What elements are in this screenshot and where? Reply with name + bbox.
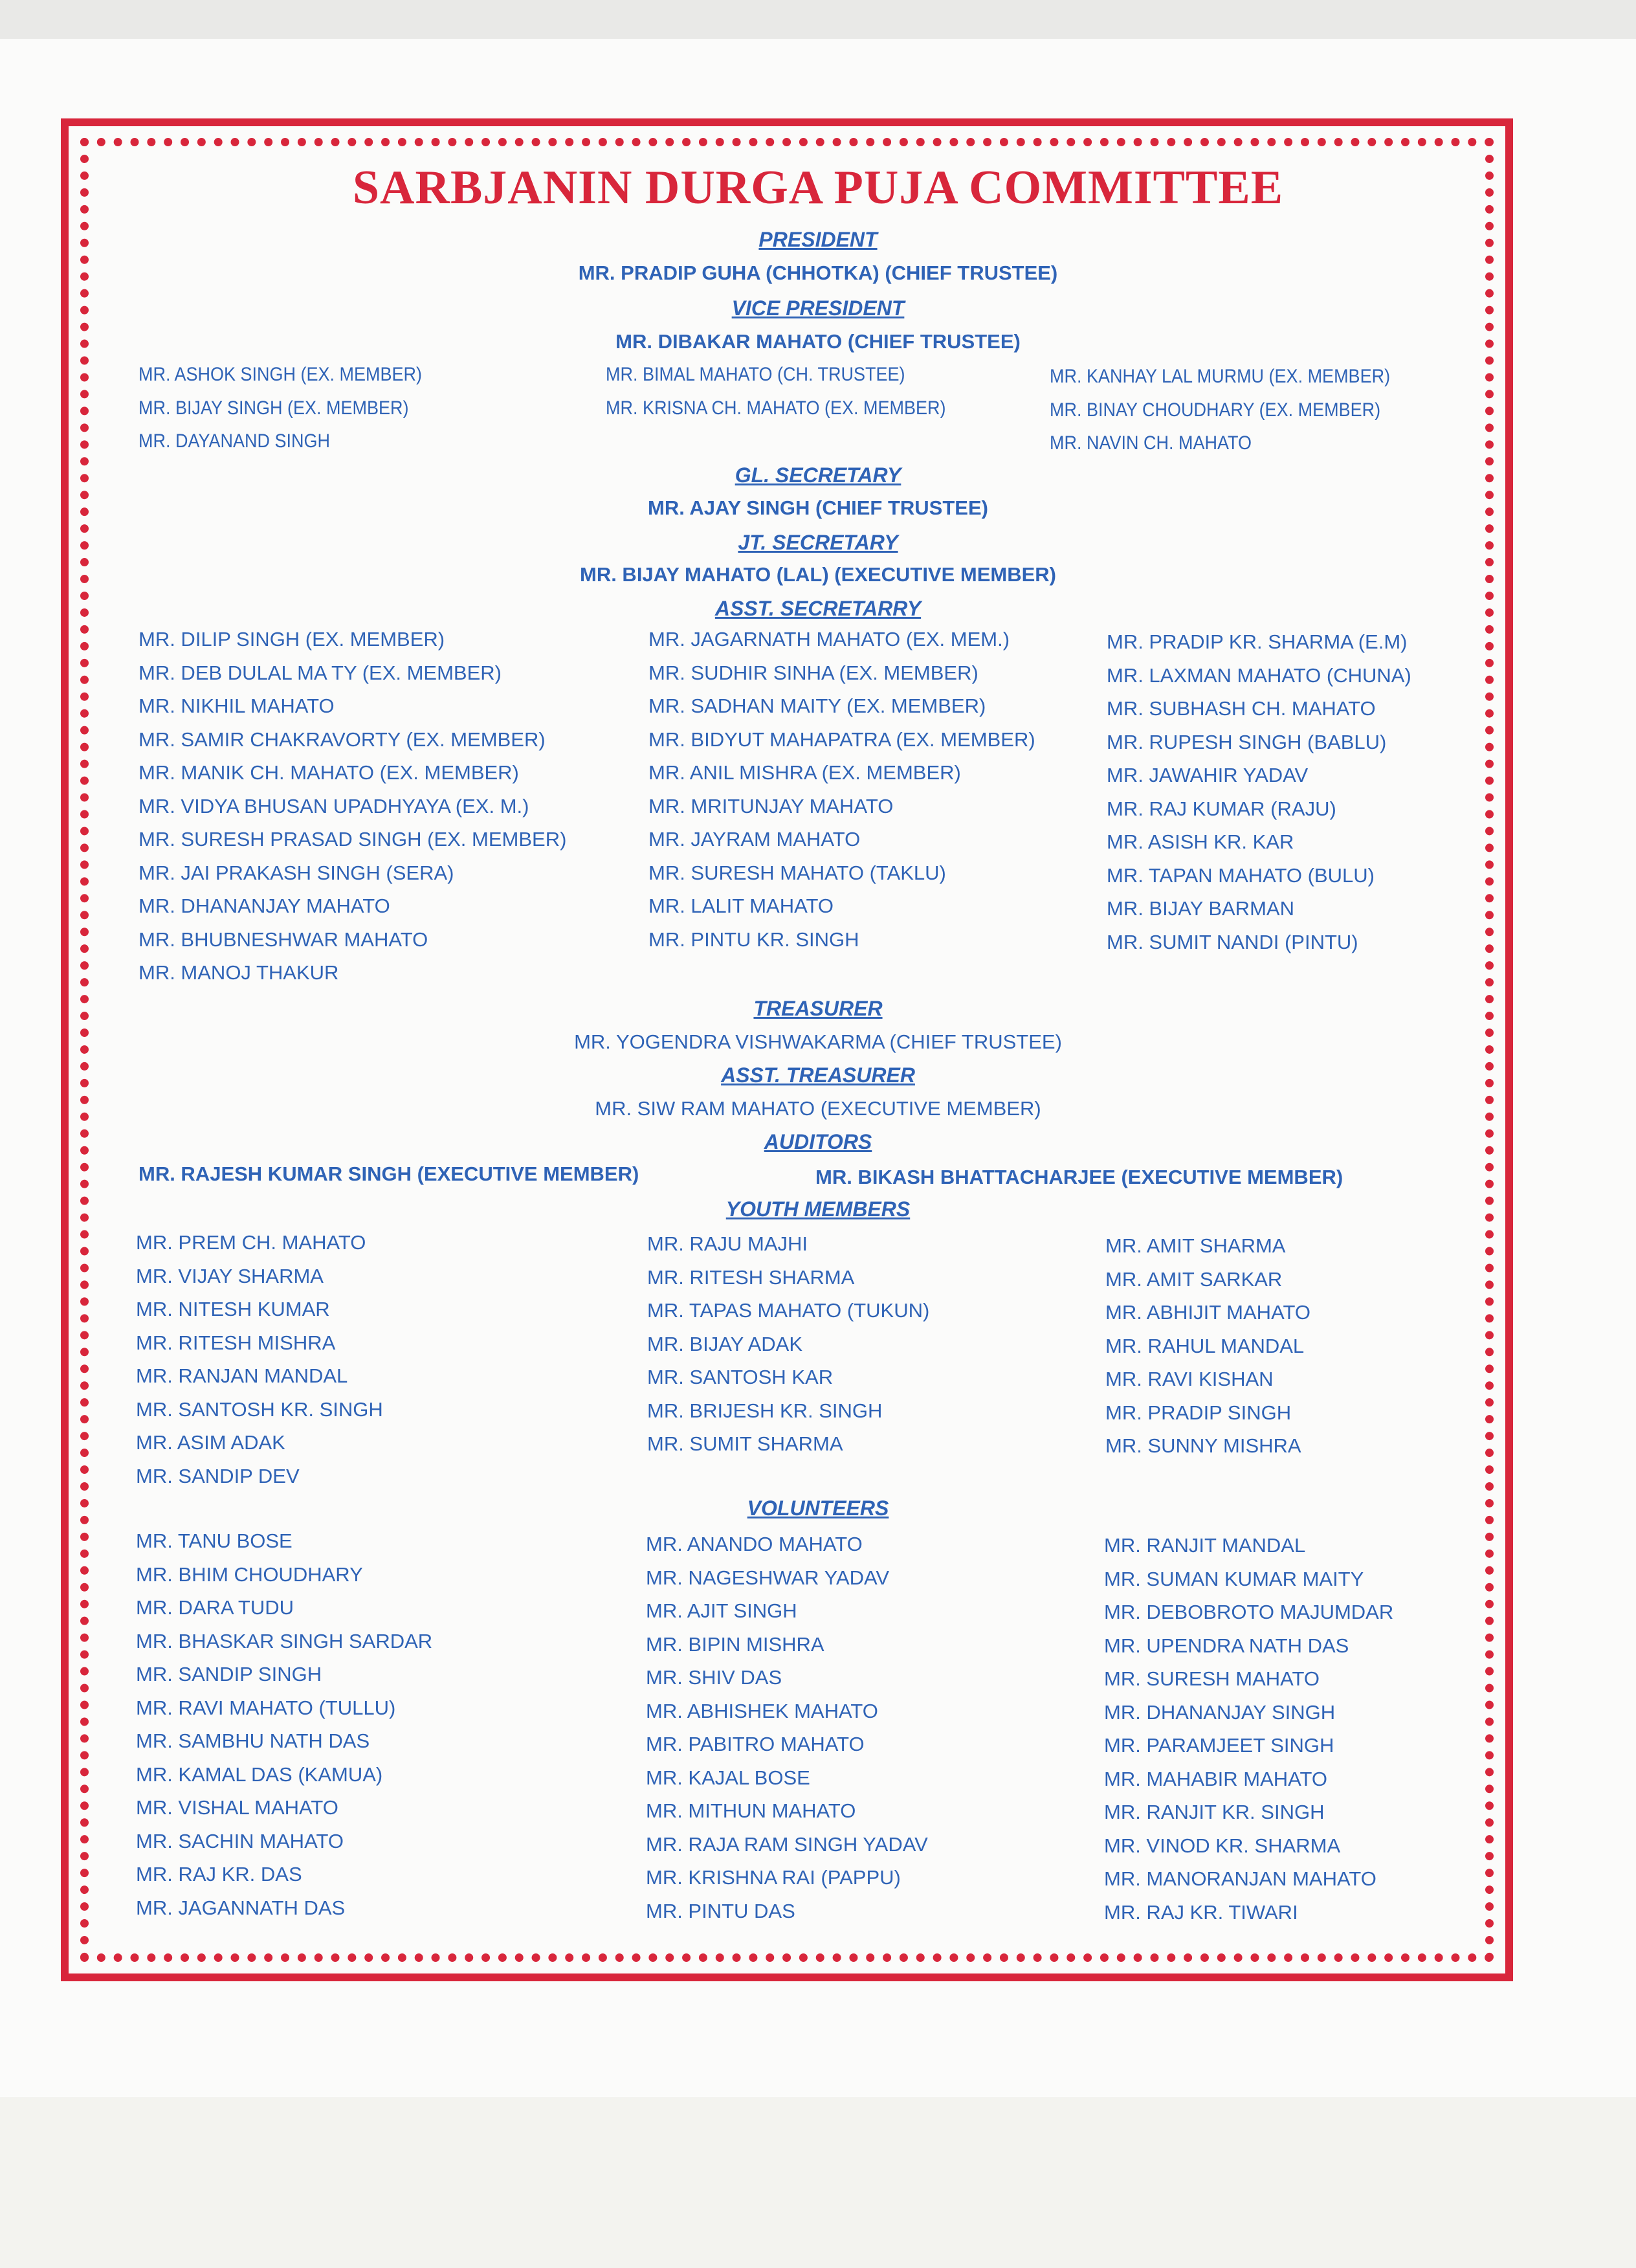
member-name: MR. ABHISHEK MAHATO bbox=[646, 1699, 878, 1722]
member-name: MR. RITESH SHARMA bbox=[647, 1265, 855, 1289]
member-name: MR. DAYANAND SINGH bbox=[138, 430, 331, 452]
member-name: MR. NAVIN CH. MAHATO bbox=[1050, 432, 1252, 454]
member-name: MR. AJIT SINGH bbox=[646, 1599, 797, 1622]
member-name: MR. DILIP SINGH (EX. MEMBER) bbox=[138, 628, 445, 650]
member-name: MR. AMIT SARKAR bbox=[1105, 1267, 1283, 1291]
member-name: MR. MITHUN MAHATO bbox=[646, 1799, 856, 1822]
member-name: MR. SHIV DAS bbox=[646, 1666, 782, 1689]
member-name: MR. KRISNA CH. MAHATO (EX. MEMBER) bbox=[606, 397, 946, 419]
member-name: MR. MANOJ THAKUR bbox=[138, 961, 339, 984]
member-name: MR. NITESH KUMAR bbox=[136, 1298, 330, 1320]
youth-members-col3 bbox=[1105, 1229, 1310, 1463]
member-name: MR. SUMIT NANDI (PINTU) bbox=[1107, 930, 1358, 953]
member-name: MR. PRADIP SINGH bbox=[1105, 1401, 1292, 1424]
member-name: MR. SANDIP DEV bbox=[136, 1464, 300, 1487]
member-name: MR. RANJAN MANDAL bbox=[136, 1364, 348, 1387]
auditor-left: MR. RAJESH KUMAR SINGH (EXECUTIVE MEMBER) bbox=[138, 1162, 639, 1185]
member-name: MR. DHANANJAY SINGH bbox=[1104, 1700, 1336, 1724]
member-name: MR. BIJAY BARMAN bbox=[1107, 897, 1294, 920]
vice-president-col2 bbox=[606, 358, 946, 425]
member-name: MR. DEB DULAL MA TY (EX. MEMBER) bbox=[138, 661, 502, 684]
member-name: MR. LAXMAN MAHATO (CHUNA) bbox=[1107, 663, 1411, 687]
youth-members-col1 bbox=[136, 1226, 383, 1493]
member-name: MR. PABITRO MAHATO bbox=[646, 1733, 865, 1755]
asst-secretary-heading: ASST. SECRETARRY bbox=[714, 597, 922, 620]
member-name: MR. TANU BOSE bbox=[136, 1529, 293, 1552]
member-name: MR. JAGANNATH DAS bbox=[136, 1896, 346, 1919]
member-name: MR. MANORANJAN MAHATO bbox=[1104, 1867, 1376, 1890]
member-name: MR. SAMIR CHAKRAVORTY (EX. MEMBER) bbox=[138, 728, 546, 751]
volunteers-heading: VOLUNTEERS bbox=[747, 1496, 889, 1520]
member-name: MR. SUBHASH CH. MAHATO bbox=[1107, 697, 1376, 720]
member-name: MR. BIDYUT MAHAPATRA (EX. MEMBER) bbox=[648, 728, 1035, 751]
member-name: MR. RAHUL MANDAL bbox=[1105, 1334, 1305, 1357]
member-name: MR. BIPIN MISHRA bbox=[646, 1632, 824, 1656]
member-name: MR. BHUBNESHWAR MAHATO bbox=[138, 928, 428, 951]
volunteers-col3 bbox=[1104, 1529, 1393, 1929]
member-name: MR. MANIK CH. MAHATO (EX. MEMBER) bbox=[138, 761, 519, 784]
member-name: MR. RUPESH SINGH (BABLU) bbox=[1107, 730, 1387, 753]
member-name: MR. SANTOSH KAR bbox=[647, 1366, 834, 1388]
president-name: MR. PRADIP GUHA (CHHOTKA) (CHIEF TRUSTEE) bbox=[578, 261, 1058, 284]
member-name: MR. RAJ KR. DAS bbox=[136, 1863, 302, 1885]
member-name: MR. PINTU KR. SINGH bbox=[648, 928, 859, 951]
member-name: MR. DHANANJAY MAHATO bbox=[138, 895, 390, 917]
scan-top-band bbox=[0, 0, 1636, 39]
treasurer-name: MR. YOGENDRA VISHWAKARMA (CHIEF TRUSTEE) bbox=[574, 1030, 1062, 1053]
member-name: MR. BINAY CHOUDHARY (EX. MEMBER) bbox=[1050, 399, 1381, 421]
volunteers-col2 bbox=[646, 1528, 928, 1928]
vice-president-heading: VICE PRESIDENT bbox=[731, 296, 905, 320]
auditor-right: MR. BIKASH BHATTACHARJEE (EXECUTIVE MEMBER) bbox=[815, 1166, 1343, 1188]
member-name: MR. SUMAN KUMAR MAITY bbox=[1104, 1567, 1364, 1590]
vice-president-col3 bbox=[1050, 360, 1390, 460]
member-name: MR. BRIJESH KR. SINGH bbox=[647, 1399, 883, 1422]
member-name: MR. SUNNY MISHRA bbox=[1105, 1434, 1301, 1457]
member-name: MR. KRISHNA RAI (PAPPU) bbox=[646, 1866, 901, 1889]
member-name: MR. LALIT MAHATO bbox=[648, 895, 834, 917]
member-name: MR. ASHOK SINGH (EX. MEMBER) bbox=[138, 364, 423, 385]
member-name: MR. ABHIJIT MAHATO bbox=[1105, 1301, 1310, 1324]
member-name: MR. RAJU MAJHI bbox=[647, 1232, 808, 1255]
member-name: MR. SURESH MAHATO (TAKLU) bbox=[648, 861, 946, 884]
member-name: MR. NAGESHWAR YADAV bbox=[646, 1566, 890, 1589]
member-name: MR. VISHAL MAHATO bbox=[136, 1796, 338, 1819]
member-name: MR. TAPAN MAHATO (BULU) bbox=[1107, 863, 1375, 887]
member-name: MR. JAYRAM MAHATO bbox=[648, 828, 861, 850]
asst-secretary-col3 bbox=[1107, 625, 1411, 959]
member-name: MR. ASIM ADAK bbox=[136, 1431, 285, 1454]
member-name: MR. RANJIT MANDAL bbox=[1104, 1534, 1306, 1557]
youth-members-heading: YOUTH MEMBERS bbox=[725, 1197, 911, 1221]
member-name: MR. JAI PRAKASH SINGH (SERA) bbox=[138, 861, 454, 884]
vice-president-col1 bbox=[138, 358, 422, 458]
member-name: MR. SAMBHU NATH DAS bbox=[136, 1729, 370, 1752]
member-name: MR. DARA TUDU bbox=[136, 1596, 294, 1619]
member-name: MR. RANJIT KR. SINGH bbox=[1104, 1801, 1325, 1823]
jt-secretary-heading: JT. SECRETARY bbox=[738, 531, 898, 554]
member-name: MR. KANHAY LAL MURMU (EX. MEMBER) bbox=[1050, 366, 1391, 387]
member-name: MR. JAGARNATH MAHATO (EX. MEM.) bbox=[648, 628, 1010, 650]
member-name: MR. PREM CH. MAHATO bbox=[136, 1231, 366, 1254]
member-name: MR. RAVI MAHATO (TULLU) bbox=[136, 1696, 396, 1719]
member-name: MR. MAHABIR MAHATO bbox=[1104, 1767, 1328, 1790]
member-name: MR. SUDHIR SINHA (EX. MEMBER) bbox=[648, 661, 978, 684]
member-name: MR. BHIM CHOUDHARY bbox=[136, 1562, 363, 1586]
member-name: MR. BIJAY SINGH (EX. MEMBER) bbox=[138, 397, 409, 419]
asst-secretary-col2 bbox=[648, 623, 1035, 956]
member-name: MR. SANTOSH KR. SINGH bbox=[136, 1397, 383, 1421]
jt-secretary-name: MR. BIJAY MAHATO (LAL) (EXECUTIVE MEMBER) bbox=[580, 563, 1056, 586]
member-name: MR. PINTU DAS bbox=[646, 1899, 795, 1922]
volunteers-col1 bbox=[136, 1524, 432, 1924]
member-name: MR. DEBOBROTO MAJUMDAR bbox=[1104, 1601, 1394, 1623]
member-name: MR. ANIL MISHRA (EX. MEMBER) bbox=[648, 761, 961, 784]
member-name: MR. BIJAY ADAK bbox=[647, 1332, 803, 1355]
document-title: SARBJANIN DURGA PUJA COMMITTEE bbox=[352, 161, 1284, 214]
member-name: MR. JAWAHIR YADAV bbox=[1107, 764, 1309, 786]
vice-president-name: MR. DIBAKAR MAHATO (CHIEF TRUSTEE) bbox=[615, 330, 1021, 353]
member-name: MR. KAMAL DAS (KAMUA) bbox=[136, 1762, 383, 1786]
member-name: MR. BHASKAR SINGH SARDAR bbox=[136, 1629, 433, 1652]
member-name: MR. PRADIP KR. SHARMA (E.M) bbox=[1107, 630, 1408, 653]
member-name: MR. SACHIN MAHATO bbox=[136, 1829, 344, 1852]
auditors-heading: AUDITORS bbox=[764, 1130, 872, 1153]
member-name: MR. RAJ KR. TIWARI bbox=[1104, 1900, 1298, 1924]
member-name: MR. SANDIP SINGH bbox=[136, 1663, 322, 1685]
member-name: MR. VINOD KR. SHARMA bbox=[1104, 1834, 1341, 1857]
member-name: MR. KAJAL BOSE bbox=[646, 1766, 810, 1789]
member-name: MR. MRITUNJAY MAHATO bbox=[648, 794, 894, 817]
gl-secretary-name: MR. AJAY SINGH (CHIEF TRUSTEE) bbox=[648, 496, 988, 519]
member-name: MR. SURESH MAHATO bbox=[1104, 1667, 1320, 1690]
member-name: MR. AMIT SHARMA bbox=[1105, 1234, 1286, 1257]
asst-secretary-col1 bbox=[138, 623, 566, 990]
gl-secretary-heading: GL. SECRETARY bbox=[735, 463, 901, 487]
asst-treasurer-name: MR. SIW RAM MAHATO (EXECUTIVE MEMBER) bbox=[595, 1097, 1041, 1120]
asst-treasurer-heading: ASST. TREASURER bbox=[721, 1063, 915, 1087]
member-name: MR. BIMAL MAHATO (CH. TRUSTEE) bbox=[606, 364, 905, 385]
president-heading: PRESIDENT bbox=[758, 228, 878, 251]
member-name: MR. RAJ KUMAR (RAJU) bbox=[1107, 797, 1336, 820]
member-name: MR. UPENDRA NATH DAS bbox=[1104, 1634, 1349, 1657]
member-name: MR. ANANDO MAHATO bbox=[646, 1533, 863, 1555]
member-name: MR. RAJA RAM SINGH YADAV bbox=[646, 1832, 928, 1856]
member-name: MR. ASISH KR. KAR bbox=[1107, 830, 1294, 853]
member-name: MR. SURESH PRASAD SINGH (EX. MEMBER) bbox=[138, 828, 567, 850]
member-name: MR. RAVI KISHAN bbox=[1105, 1368, 1274, 1390]
member-name: MR. TAPAS MAHATO (TUKUN) bbox=[647, 1299, 930, 1322]
member-name: MR. NIKHIL MAHATO bbox=[138, 695, 335, 717]
member-name: MR. VIJAY SHARMA bbox=[136, 1264, 324, 1287]
youth-members-col2 bbox=[647, 1227, 929, 1461]
member-name: MR. VIDYA BHUSAN UPADHYAYA (EX. M.) bbox=[138, 794, 529, 817]
member-name: MR. SUMIT SHARMA bbox=[647, 1432, 843, 1455]
treasurer-heading: TREASURER bbox=[753, 997, 883, 1020]
member-name: MR. PARAMJEET SINGH bbox=[1104, 1734, 1334, 1757]
member-name: MR. SADHAN MAITY (EX. MEMBER) bbox=[648, 695, 986, 717]
scan-bottom-band bbox=[0, 2097, 1636, 2268]
member-name: MR. RITESH MISHRA bbox=[136, 1331, 336, 1354]
